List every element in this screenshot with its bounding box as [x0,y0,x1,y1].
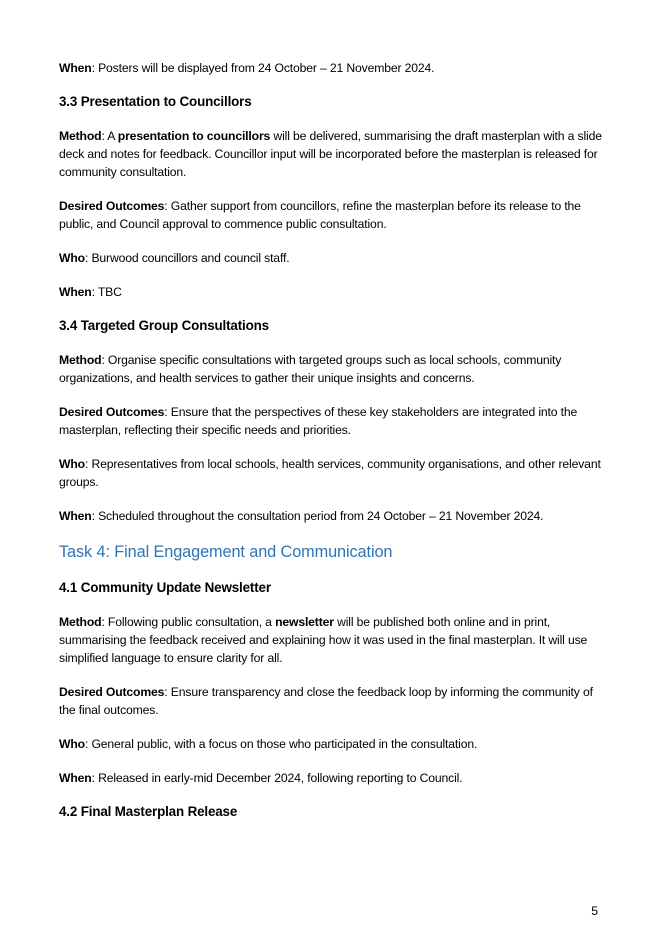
separator: : [84,457,92,471]
section-heading-4-2: 4.2 Final Masterplan Release [59,804,238,819]
field-label: Method [59,353,102,367]
newsletter-method-paragraph [59,613,604,667]
emphasis: newsletter [275,615,334,629]
separator: : [101,615,108,629]
targeted-method-paragraph [59,351,604,387]
separator: : [84,737,92,751]
page-content [59,59,604,837]
separator: : [164,685,171,699]
section-heading-3-3: 3.3 Presentation to Councillors [59,94,252,109]
field-label: Desired Outcomes [59,685,165,699]
field-value: Scheduled throughout the consultation period from 24 October – 21 November 2024. [98,509,544,523]
field-value: Ensure that the perspectives of these key stakeholders are integrated into the masterplan, reflecting their specific needs and priorities. [59,405,578,437]
targeted-when-paragraph [59,507,604,525]
field-label: Desired Outcomes [59,405,165,419]
separator: : [164,199,171,213]
separator: : [101,129,108,143]
field-label: When [59,285,92,299]
field-label: Desired Outcomes [59,199,165,213]
field-label: When [59,771,92,785]
separator: : [84,251,92,265]
separator: : [91,771,99,785]
field-value: will be published both online and in print, summarising the feedback received and explaining how it was used in the final masterplan. It will use simplified language to ensure clarity for all. [59,615,588,665]
field-value: Posters will be displayed from 24 October – 21 November 2024. [98,61,435,75]
councillors-outcomes-paragraph [59,197,604,233]
task-4-heading: Task 4: Final Engagement and Communication [59,543,393,561]
field-label: Who [59,737,85,751]
targeted-who-paragraph [59,455,604,491]
field-value: will be delivered, summarising the draft masterplan with a slide deck and notes for feedback. Councillor input will be incorporated before the masterplan is released for community consultation. [59,129,602,179]
separator: : [164,405,171,419]
field-value: Gather support from councillors, refine the masterplan before its release to the public, and Council approval to commence public consultation. [59,199,581,231]
newsletter-who-paragraph [59,735,604,753]
separator: : [91,509,99,523]
section-heading-3-4: 3.4 Targeted Group Consultations [59,318,269,333]
councillors-method-paragraph [59,127,604,181]
field-label: Method [59,615,102,629]
posters-when-paragraph [59,59,604,77]
section-heading-4-1: 4.1 Community Update Newsletter [59,580,271,595]
field-label: Who [59,251,85,265]
councillors-when-paragraph [59,283,604,301]
field-value: Following public consultation, a [107,615,276,629]
field-label: When [59,509,92,523]
field-value: Organise specific consultations with targeted groups such as local schools, community organizations, and health services to gather their unique insights and concerns. [59,353,562,385]
field-label: Who [59,457,85,471]
field-value: Representatives from local schools, health services, community organisations, and other relevant groups. [59,457,601,489]
separator: : [91,285,98,299]
field-label: Method [59,129,102,143]
page-number: 5 [591,904,598,918]
separator: : [101,353,108,367]
councillors-who-paragraph [59,249,604,267]
field-value: General public, with a focus on those who participated in the consultation. [91,737,478,751]
newsletter-when-paragraph [59,769,604,787]
field-value: Burwood councillors and council staff. [91,251,290,265]
field-value: Released in early-mid December 2024, following reporting to Council. [98,771,463,785]
field-value: TBC [97,285,122,299]
newsletter-outcomes-paragraph [59,683,604,719]
field-value: Ensure transparency and close the feedback loop by informing the community of the final outcomes. [59,685,593,717]
field-label: When [59,61,92,75]
targeted-outcomes-paragraph [59,403,604,439]
emphasis: presentation to councillors [117,129,271,143]
separator: : [91,61,99,75]
field-value: A [107,129,118,143]
